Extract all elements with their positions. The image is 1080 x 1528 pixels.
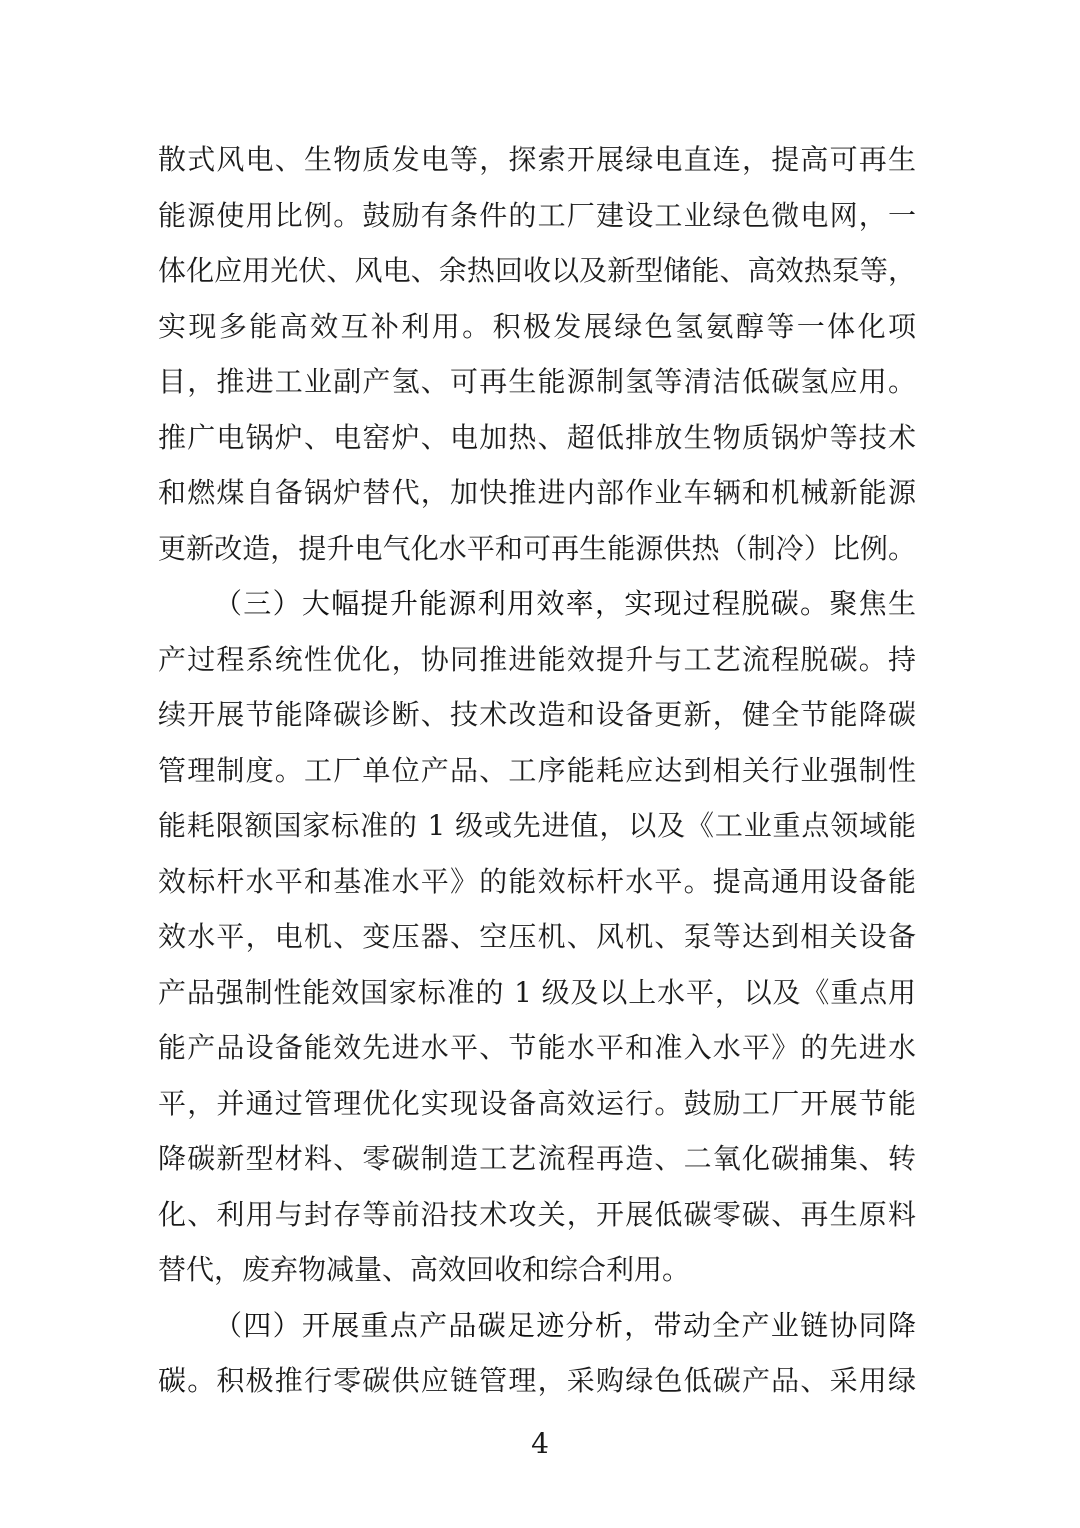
body-text-segment: 产品强制性能效国家标准的 1 级及以上水平，以及《重点用 [158,975,916,1009]
body-text-segment: 积极推行零碳供应链管理，采购绿色低碳产品、采用绿 [216,1364,916,1397]
body-text-segment: 目，推进工业副产氢、可再生能源制氢等清洁低碳氢应用。 [158,365,916,398]
text-line-4 [158,299,916,355]
section-heading-segment: 碳。 [158,1364,217,1397]
body-text-segment: 聚焦生 [829,587,916,620]
section-heading-segment: （四）开展重点产品碳足迹分析，带动全产业链协同降 [214,1308,916,1342]
text-line-18 [158,1076,916,1132]
body-text-segment: 和燃煤自备锅炉替代，加快推进内部作业车辆和机械新能源 [158,476,916,509]
text-line-19 [158,1131,916,1187]
text-line-1 [158,132,916,188]
text-line-21 [158,1242,916,1298]
body-text-segment: 降碳新型材料、零碳制造工艺流程再造、二氧化碳捕集、转 [158,1142,916,1175]
text-line-7 [158,465,916,521]
body-text-segment: 能耗限额国家标准的 1 级或先进值，以及《工业重点领域能 [158,809,916,842]
body-text-segment: 平，并通过管理优化实现设备高效运行。鼓励工厂开展节能 [158,1086,916,1120]
body-text-segment: 替代，废弃物减量、高效回收和综合利用。 [158,1253,691,1286]
text-line-11 [158,687,916,743]
body-text-segment: 能源使用比例。鼓励有条件的工厂建设工业绿色微电网，一 [158,198,916,232]
text-line-6 [158,410,916,466]
page-number: 4 [531,1427,549,1460]
document-body-text [158,132,916,1409]
text-line-15 [158,909,916,965]
body-text-segment: 能产品设备能效先进水平、节能水平和准入水平》的先进水 [158,1031,916,1064]
text-line-23 [158,1353,916,1409]
text-line-3 [158,243,916,299]
text-line-13 [158,798,916,854]
body-text-segment: 推广电锅炉、电窑炉、电加热、超低排放生物质锅炉等技术 [158,420,916,454]
body-text-segment: 效标杆水平和基准水平》的能效标杆水平。提高通用设备能 [158,864,916,898]
body-text-segment: 体化应用光伏、风电、余热回收以及新型储能、高效热泵等， [158,254,916,287]
body-text-segment: 效水平，电机、变压器、空压机、风机、泵等达到相关设备 [158,920,916,953]
text-line-17 [158,1020,916,1076]
text-line-16 [158,965,916,1021]
text-line-2 [158,188,916,244]
text-line-22 [158,1298,916,1354]
body-text-segment: 实现多能高效互补利用。积极发展绿色氢氨醇等一体化项 [158,309,916,343]
body-text-segment: 产过程系统性优化，协同推进能效提升与工艺流程脱碳。持 [158,642,916,676]
section-heading-segment: （三）大幅提升能源利用效率，实现过程脱碳。 [214,587,830,620]
body-text-segment: 更新改造，提升电气化水平和可再生能源供热（制冷）比例。 [158,531,916,565]
text-line-5 [158,354,916,410]
text-line-9 [158,576,916,632]
body-text-segment: 化、利用与封存等前沿技术攻关，开展低碳零碳、再生原料 [158,1197,916,1231]
body-text-segment: 散式风电、生物质发电等，探索开展绿电直连，提高可再生 [158,143,916,176]
text-line-14 [158,854,916,910]
text-line-10 [158,632,916,688]
text-line-20 [158,1187,916,1243]
body-text-segment: 管理制度。工厂单位产品、工序能耗应达到相关行业强制性 [158,753,916,787]
text-line-12 [158,743,916,799]
text-line-8 [158,521,916,577]
body-text-segment: 续开展节能降碳诊断、技术改造和设备更新，健全节能降碳 [158,698,916,731]
